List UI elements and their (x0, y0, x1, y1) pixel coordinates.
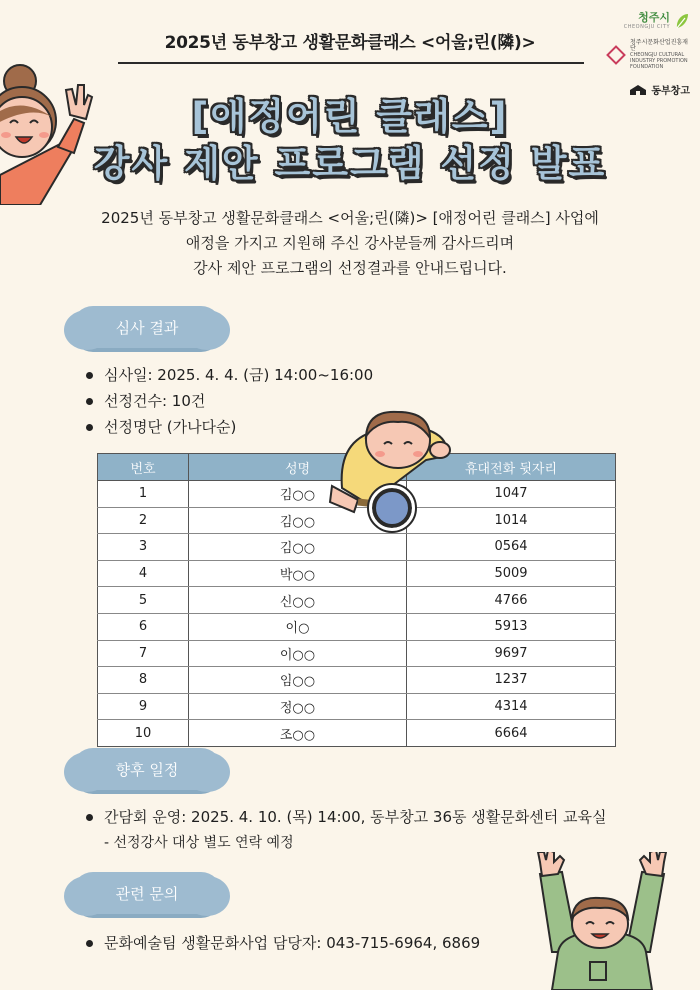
schedule-block (86, 804, 626, 856)
cell-name: 김○○ (189, 534, 407, 561)
review-heading-badge (72, 306, 222, 348)
table-row (98, 613, 616, 640)
leaf-icon (674, 12, 690, 30)
cell-name: 조○○ (189, 720, 407, 747)
table-row (98, 667, 616, 694)
cell-number: 7 (98, 640, 189, 667)
list-item: 심사일: 2025. 4. 4. (금) 14:00~16:00 (86, 362, 386, 388)
sponsor-logos (600, 12, 690, 97)
column-header-number: 번호 (98, 454, 189, 481)
contact-heading-badge (72, 872, 222, 914)
list-item: 문화예술팀 생활문화사업 담당자: 043-715-6964, 6869 (86, 930, 546, 956)
table-row (98, 693, 616, 720)
cell-name: 이○ (189, 613, 407, 640)
cell-phone: 9697 (407, 640, 616, 667)
table-row (98, 560, 616, 587)
cell-name: 임○○ (189, 667, 407, 694)
cell-number: 10 (98, 720, 189, 747)
foundation-logo (600, 40, 690, 70)
cell-name: 정○○ (189, 693, 407, 720)
schedule-heading-badge (72, 748, 222, 790)
cell-number: 9 (98, 693, 189, 720)
intro-text (0, 206, 700, 281)
foundation-name-ko: 청주시문화산업진흥재단 (630, 39, 688, 52)
cell-phone: 5913 (407, 613, 616, 640)
list-item: 선정명단 (가나다순) (86, 414, 386, 440)
cell-phone: 4314 (407, 693, 616, 720)
cheongju-logo-text: 청주시 (638, 11, 670, 24)
schedule-list (86, 804, 626, 830)
table-row (98, 720, 616, 747)
cell-name: 김○○ (189, 481, 407, 508)
cell-number: 3 (98, 534, 189, 561)
cell-phone: 6664 (407, 720, 616, 747)
dongbu-logo-text: 동부창고 (651, 86, 690, 97)
cell-phone: 0564 (407, 534, 616, 561)
cell-number: 1 (98, 481, 189, 508)
cell-phone: 1014 (407, 507, 616, 534)
contact-heading: 관련 문의 (115, 884, 179, 903)
foundation-name-en: CHEONGJU CULTURAL INDUSTRY PROMOTION FOUNDATION (630, 52, 688, 70)
magnifier-boy-illustration (328, 408, 458, 538)
cell-phone: 4766 (407, 587, 616, 614)
review-heading: 심사 결과 (115, 318, 179, 337)
contact-list (86, 930, 546, 956)
cheongju-logo-subtext: CHEONGJU CITY (623, 24, 670, 30)
main-title-line1: [애정어린 클래스] (191, 95, 509, 138)
cell-phone: 1237 (407, 667, 616, 694)
cell-name: 김○○ (189, 507, 407, 534)
intro-line1: 2025년 동부창고 생활문화클래스 <어울;린(隣)> [애정어린 클래스] 사업에 (101, 209, 599, 227)
list-item: 간담회 운영: 2025. 4. 10. (목) 14:00, 동부창고 36동 생활문화센터 교육실 (86, 804, 626, 830)
cell-number: 6 (98, 613, 189, 640)
schedule-note: - 선정강사 대상 별도 연락 예정 (104, 835, 294, 851)
cell-name: 이○○ (189, 640, 407, 667)
cell-name: 박○○ (189, 560, 407, 587)
cell-number: 5 (98, 587, 189, 614)
foundation-mark-icon (606, 45, 626, 65)
cell-number: 4 (98, 560, 189, 587)
cheongju-logo (600, 12, 690, 30)
main-title-line2: 강사 제안 프로그램 선정 발표 (93, 142, 607, 185)
schedule-heading: 향후 일정 (115, 760, 179, 779)
title-divider (118, 62, 584, 64)
list-item: 선정건수: 10건 (86, 388, 386, 414)
cell-number: 8 (98, 667, 189, 694)
cell-phone: 5009 (407, 560, 616, 587)
intro-line3: 강사 제안 프로그램의 선정결과를 안내드립니다. (193, 259, 507, 277)
cheering-boy-illustration (532, 852, 672, 990)
column-header-name: 성명 (189, 454, 407, 481)
poster-top-title: 2025년 동부창고 생활문화클래스 <어울;린(隣)> (164, 33, 536, 53)
cell-name: 신○○ (189, 587, 407, 614)
table-row (98, 640, 616, 667)
cell-phone: 1047 (407, 481, 616, 508)
column-header-phone: 휴대전화 뒷자리 (407, 454, 616, 481)
intro-line2: 애정을 가지고 지원해 주신 강사분들께 감사드리며 (185, 234, 515, 252)
cell-number: 2 (98, 507, 189, 534)
table-row (98, 587, 616, 614)
